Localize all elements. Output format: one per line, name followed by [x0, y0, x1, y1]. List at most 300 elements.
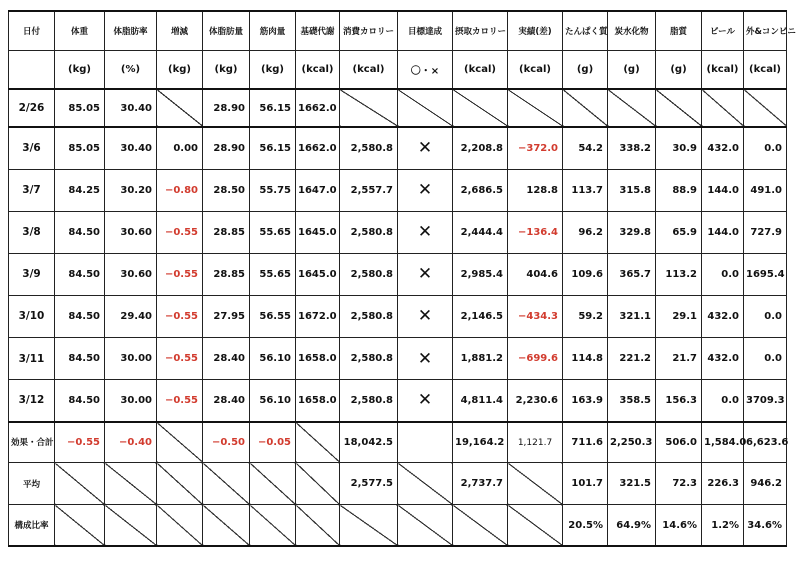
- data-cell: [453, 127, 508, 169]
- summary-label-value: 構成比率: [14, 521, 49, 532]
- summary-cell-value: 506.0: [665, 436, 697, 448]
- data-cell: [157, 127, 203, 169]
- average-row: [9, 463, 787, 505]
- data-cell: [453, 211, 508, 253]
- data-cell-value: ✕: [417, 222, 433, 243]
- data-cell: [398, 295, 453, 337]
- data-cell: [105, 169, 157, 211]
- column-header-value: 消費カロリー: [342, 26, 394, 37]
- data-cell-value: 2,580.8: [350, 142, 393, 154]
- unit-cell-value: (kg): [261, 63, 284, 75]
- data-cell-value: 29.40: [120, 310, 152, 322]
- data-cell: [508, 337, 563, 379]
- table-row: [9, 169, 787, 211]
- data-cell: [744, 380, 787, 422]
- data-cell-value: 30.20: [120, 184, 152, 196]
- data-cell: [744, 89, 787, 127]
- data-cell: [656, 253, 702, 295]
- data-cell-value: 88.9: [672, 184, 697, 196]
- data-cell-value: 29.1: [672, 310, 697, 322]
- data-cell-value: 30.60: [120, 268, 152, 280]
- data-cell-value: 96.2: [578, 226, 603, 238]
- data-cell-value: ✕: [417, 264, 433, 285]
- summary-cell: [55, 505, 105, 546]
- summary-cell-value: 101.7: [571, 478, 603, 490]
- data-cell: [702, 89, 744, 127]
- summary-cell: [203, 463, 250, 505]
- data-cell: [656, 295, 702, 337]
- data-cell: [398, 337, 453, 379]
- ratio-row: [9, 505, 787, 546]
- column-header: [296, 11, 340, 50]
- summary-cell: [250, 505, 296, 546]
- date-cell-value: 3/9: [22, 268, 41, 281]
- data-cell: [105, 89, 157, 127]
- summary-label-value: 効果・合計: [11, 438, 54, 449]
- data-cell-value: 1647.0: [298, 184, 337, 196]
- data-cell: [55, 127, 105, 169]
- summary-cell: [744, 505, 787, 546]
- data-cell: [296, 337, 340, 379]
- data-cell: [55, 295, 105, 337]
- data-cell: [157, 253, 203, 295]
- data-cell: [105, 337, 157, 379]
- summary-cell: [55, 422, 105, 463]
- summary-cell: [105, 422, 157, 463]
- data-cell: [398, 89, 453, 127]
- column-header-value: 目標達成: [407, 26, 442, 37]
- data-cell: [296, 253, 340, 295]
- column-header: [656, 11, 702, 50]
- data-cell-value: −0.80: [164, 184, 198, 196]
- data-cell: [203, 211, 250, 253]
- summary-cell: [563, 422, 608, 463]
- summary-cell-value: 711.6: [571, 436, 603, 448]
- data-cell: [398, 253, 453, 295]
- summary-cell: [453, 463, 508, 505]
- column-header: [702, 11, 744, 50]
- summary-cell-value: −0.50: [211, 436, 245, 448]
- data-cell: [157, 89, 203, 127]
- summary-cell: [702, 422, 747, 463]
- data-cell: [340, 169, 398, 211]
- unit-cell-value: (kcal): [352, 63, 385, 75]
- summary-cell: [563, 463, 608, 505]
- data-cell-value: ✕: [417, 138, 433, 159]
- data-cell: [702, 380, 744, 422]
- column-header: [157, 11, 203, 50]
- data-cell-value: 432.0: [707, 310, 739, 322]
- diet-log-sheet: [8, 10, 796, 547]
- data-cell: [398, 380, 453, 422]
- summary-cell: [608, 505, 656, 546]
- summary-label: [9, 505, 55, 546]
- data-cell-value: 358.5: [619, 394, 651, 406]
- data-cell-value: −0.55: [164, 310, 198, 322]
- data-cell-value: 30.00: [120, 353, 152, 365]
- column-header: [563, 11, 608, 50]
- unit-cell-value: (%): [120, 63, 141, 75]
- data-cell-value: 84.50: [68, 394, 100, 406]
- data-cell-value: 2,686.5: [460, 184, 503, 196]
- summary-label: [9, 463, 55, 505]
- data-cell-value: 2,146.5: [460, 310, 503, 322]
- data-cell-value: −434.3: [517, 310, 558, 322]
- summary-cell: [608, 422, 656, 463]
- data-cell-value: −136.4: [517, 226, 558, 238]
- diet-log-table: [8, 10, 796, 547]
- data-cell: [340, 127, 398, 169]
- data-cell-value: −699.6: [517, 353, 558, 365]
- table-row: [9, 253, 787, 295]
- data-cell-value: 84.25: [68, 184, 100, 196]
- data-cell: [340, 89, 398, 127]
- date-cell: [9, 337, 55, 379]
- unit-cell-value: (kcal): [706, 63, 739, 75]
- column-header: [55, 11, 105, 50]
- data-cell-value: ✕: [417, 390, 433, 411]
- summary-cell: [398, 463, 453, 505]
- data-cell: [55, 337, 105, 379]
- unit-cell: [340, 50, 398, 89]
- data-cell: [157, 295, 203, 337]
- data-cell: [656, 380, 702, 422]
- data-cell: [340, 337, 398, 379]
- unit-cell: [398, 50, 453, 89]
- summary-cell-value: −0.40: [118, 436, 152, 448]
- summary-label-value: 平均: [22, 479, 40, 490]
- data-cell-value: 338.2: [619, 142, 651, 154]
- data-cell-value: 128.8: [526, 184, 558, 196]
- data-cell-value: 144.0: [707, 226, 739, 238]
- data-cell: [203, 89, 250, 127]
- data-cell-value: 2,444.4: [460, 226, 503, 238]
- summary-cell-value: −0.55: [66, 436, 100, 448]
- unit-cell-value: (kcal): [464, 63, 496, 75]
- column-header: [744, 11, 796, 50]
- data-cell-value: 28.90: [213, 102, 245, 114]
- table-row: [9, 337, 787, 379]
- summary-cell-value: 321.5: [619, 478, 651, 490]
- data-cell: [105, 127, 157, 169]
- summary-cell: [55, 463, 105, 505]
- data-cell: [563, 380, 608, 422]
- data-cell: [340, 211, 398, 253]
- data-cell-value: 0.0: [764, 142, 782, 154]
- data-cell-value: 2,580.8: [350, 268, 393, 280]
- data-cell: [563, 211, 608, 253]
- data-cell-value: 30.60: [120, 226, 152, 238]
- data-cell: [453, 295, 508, 337]
- data-cell-value: ✕: [417, 306, 433, 327]
- summary-cell-value: 64.9%: [616, 519, 651, 531]
- data-cell: [203, 169, 250, 211]
- data-cell: [608, 127, 656, 169]
- data-cell-value: 432.0: [707, 142, 739, 154]
- data-cell: [250, 380, 296, 422]
- data-cell: [55, 380, 105, 422]
- data-cell: [608, 253, 656, 295]
- unit-cell: [9, 50, 55, 89]
- data-cell-value: 85.05: [68, 142, 100, 154]
- data-cell: [453, 89, 508, 127]
- summary-cell: [157, 505, 203, 546]
- data-cell-value: 0.0: [764, 310, 782, 322]
- table-row: [9, 89, 787, 127]
- column-header-value: たんぱく質: [565, 26, 608, 37]
- data-cell: [702, 169, 744, 211]
- data-cell-value: 1645.0: [298, 268, 337, 280]
- summary-cell: [563, 505, 608, 546]
- unit-cell: [105, 50, 157, 89]
- data-cell-value: 28.40: [213, 353, 245, 365]
- data-cell-value: 0.00: [173, 142, 198, 154]
- unit-cell-value: (kcal): [749, 63, 781, 75]
- data-cell-value: 365.7: [619, 268, 651, 280]
- summary-cell: [453, 422, 508, 463]
- summary-cell-value: 6,623.6: [746, 436, 789, 448]
- unit-cell: [608, 50, 656, 89]
- data-cell: [608, 89, 656, 127]
- unit-cell-value: (kg): [214, 63, 238, 75]
- date-cell: [9, 253, 55, 295]
- data-cell-value: 1658.0: [298, 353, 337, 365]
- data-cell: [55, 253, 105, 295]
- data-cell-value: ✕: [417, 180, 433, 201]
- data-cell-value: 56.55: [259, 310, 291, 322]
- unit-cell: [453, 50, 508, 89]
- summary-cell: [744, 422, 787, 463]
- data-cell-value: 85.05: [68, 102, 100, 114]
- column-header-value: 日付: [22, 26, 40, 37]
- unit-cell: [702, 50, 744, 89]
- data-cell: [250, 127, 296, 169]
- data-cell-value: 56.10: [259, 394, 291, 406]
- data-cell-value: 321.1: [619, 310, 651, 322]
- summary-cell: [656, 422, 702, 463]
- data-cell: [656, 337, 702, 379]
- data-cell: [296, 89, 340, 127]
- data-cell: [563, 169, 608, 211]
- data-cell: [608, 295, 656, 337]
- data-cell: [453, 337, 508, 379]
- summary-cell: [398, 422, 453, 463]
- summary-cell: [203, 505, 250, 546]
- data-cell-value: 56.15: [259, 142, 291, 154]
- data-cell-value: 0.0: [721, 394, 739, 406]
- data-cell: [508, 169, 563, 211]
- table-row: [9, 211, 787, 253]
- column-header-value: 体脂肪量: [208, 26, 243, 37]
- data-cell-value: 4,811.4: [460, 394, 503, 406]
- data-cell-value: 84.50: [68, 353, 100, 365]
- column-header-value: 増減: [170, 26, 188, 37]
- data-cell-value: 1,881.2: [460, 353, 503, 365]
- table-row: [9, 380, 787, 422]
- unit-cell-value: (kg): [68, 63, 91, 75]
- summary-cell: [157, 422, 203, 463]
- summary-cell: [105, 505, 157, 546]
- data-cell: [105, 253, 157, 295]
- data-cell: [744, 169, 787, 211]
- summary-cell: [656, 463, 702, 505]
- summary-cell: [508, 505, 563, 546]
- data-cell: [508, 295, 563, 337]
- data-cell-value: −0.55: [164, 353, 198, 365]
- summary-cell-value: 2,577.5: [350, 478, 393, 490]
- data-cell: [656, 127, 702, 169]
- data-cell-value: 2,580.8: [350, 226, 393, 238]
- total-row: [9, 422, 787, 463]
- data-cell: [744, 295, 787, 337]
- date-cell: [9, 295, 55, 337]
- data-cell-value: 113.7: [571, 184, 603, 196]
- data-cell-value: ✕: [417, 348, 433, 369]
- data-cell-value: 28.50: [213, 184, 245, 196]
- data-cell: [296, 295, 340, 337]
- data-cell: [508, 211, 563, 253]
- summary-cell: [105, 463, 157, 505]
- summary-cell-value: 2,250.3: [610, 436, 653, 448]
- summary-cell: [250, 422, 296, 463]
- data-cell: [563, 337, 608, 379]
- data-cell: [398, 211, 453, 253]
- data-cell-value: 315.8: [619, 184, 651, 196]
- date-cell: [9, 89, 55, 127]
- unit-cell-value: (g): [670, 63, 687, 75]
- data-cell-value: 0.0: [721, 268, 739, 280]
- unit-cell: [563, 50, 608, 89]
- data-cell: [250, 295, 296, 337]
- data-cell-value: 28.90: [213, 142, 245, 154]
- column-header-value: ビール: [710, 26, 735, 37]
- data-cell: [105, 380, 157, 422]
- unit-cell: [55, 50, 105, 89]
- data-cell-value: 144.0: [707, 184, 739, 196]
- data-cell-value: 2,208.8: [460, 142, 503, 154]
- data-cell: [157, 211, 203, 253]
- summary-cell: [702, 505, 744, 546]
- data-cell: [157, 380, 203, 422]
- data-cell: [656, 169, 702, 211]
- data-cell: [340, 380, 398, 422]
- data-cell: [702, 337, 744, 379]
- summary-cell: [398, 505, 453, 546]
- data-cell-value: 59.2: [578, 310, 603, 322]
- summary-cell: [508, 463, 563, 505]
- date-cell-value: 2/26: [18, 102, 45, 115]
- data-cell: [157, 337, 203, 379]
- data-cell: [508, 89, 563, 127]
- summary-cell: [340, 505, 398, 546]
- data-cell: [744, 127, 787, 169]
- summary-cell-value: 20.5%: [568, 519, 603, 531]
- summary-cell: [296, 463, 340, 505]
- data-cell-value: 109.6: [571, 268, 603, 280]
- column-header: [250, 11, 296, 50]
- data-cell-value: −0.55: [164, 394, 198, 406]
- data-cell-value: 1658.0: [298, 394, 337, 406]
- data-cell-value: 55.65: [259, 226, 291, 238]
- summary-cell: [453, 505, 508, 546]
- data-cell: [203, 295, 250, 337]
- data-cell-value: 1645.0: [298, 226, 337, 238]
- data-cell-value: 2,580.8: [350, 310, 393, 322]
- data-cell-value: 28.85: [213, 268, 245, 280]
- summary-cell: [508, 422, 563, 463]
- column-header-value: 基礎代謝: [300, 26, 335, 37]
- date-cell-value: 3/10: [18, 310, 45, 323]
- data-cell-value: 2,557.7: [350, 184, 393, 196]
- summary-cell: [340, 422, 398, 463]
- column-header-value: 実績(差): [518, 26, 552, 37]
- data-cell: [398, 169, 453, 211]
- data-cell-value: 163.9: [571, 394, 603, 406]
- summary-cell-value: 14.6%: [662, 519, 697, 531]
- data-cell-value: 156.3: [665, 394, 697, 406]
- column-header-value: 体脂肪率: [113, 26, 148, 37]
- summary-cell-value: 72.3: [672, 478, 697, 490]
- column-header: [608, 11, 656, 50]
- data-cell: [563, 253, 608, 295]
- data-cell: [656, 89, 702, 127]
- data-cell-value: 491.0: [750, 184, 782, 196]
- summary-cell: [157, 463, 203, 505]
- data-cell: [608, 211, 656, 253]
- summary-cell-value: 19,164.2: [455, 436, 505, 448]
- data-cell-value: 84.50: [68, 226, 100, 238]
- data-cell-value: 1695.4: [746, 268, 785, 280]
- data-cell-value: 2,580.8: [350, 394, 393, 406]
- data-cell: [203, 337, 250, 379]
- unit-cell: [744, 50, 787, 89]
- data-cell: [508, 253, 563, 295]
- data-cell-value: 113.2: [665, 268, 697, 280]
- column-header: [340, 11, 398, 50]
- data-cell-value: 84.50: [68, 310, 100, 322]
- data-cell: [608, 337, 656, 379]
- unit-cell-value: (kg): [168, 63, 191, 75]
- date-cell-value: 3/12: [18, 394, 45, 407]
- unit-cell-value: (g): [576, 63, 594, 75]
- data-cell-value: 2,230.6: [515, 394, 558, 406]
- data-cell-value: −0.55: [164, 226, 198, 238]
- date-cell: [9, 211, 55, 253]
- column-header: [508, 11, 563, 50]
- data-cell: [157, 169, 203, 211]
- data-cell-value: 329.8: [619, 226, 651, 238]
- column-header-value: 脂質: [669, 26, 687, 37]
- data-cell: [563, 127, 608, 169]
- date-cell: [9, 127, 55, 169]
- unit-cell-value: (kcal): [301, 63, 334, 75]
- column-header-value: 外&コンビニ: [746, 26, 796, 37]
- data-cell-value: 56.10: [259, 353, 291, 365]
- unit-cell: [508, 50, 563, 89]
- table-row: [9, 127, 787, 169]
- summary-cell: [656, 505, 702, 546]
- table-row: [9, 295, 787, 337]
- data-cell: [453, 169, 508, 211]
- summary-cell-value: 1,121.7: [517, 437, 553, 448]
- summary-cell: [744, 463, 787, 505]
- data-cell-value: 30.40: [120, 102, 152, 114]
- data-cell: [296, 169, 340, 211]
- column-header: [203, 11, 250, 50]
- summary-cell: [608, 463, 656, 505]
- header-row: [9, 11, 787, 50]
- summary-cell: [296, 505, 340, 546]
